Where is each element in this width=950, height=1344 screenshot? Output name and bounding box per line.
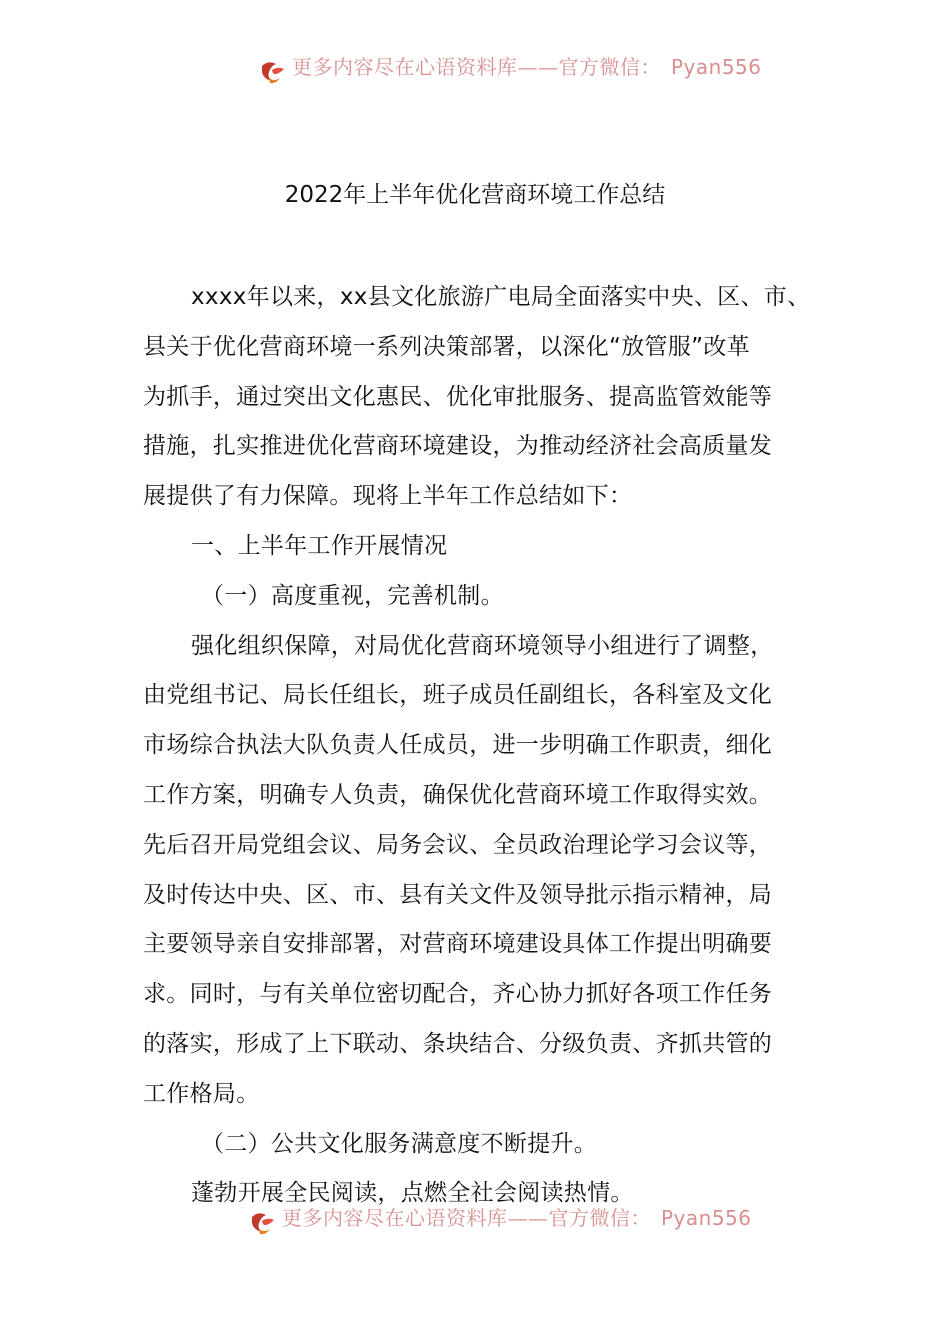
paragraph-line: 由党组书记、局长任组长，班子成员任副组长，各科室及文化 <box>143 682 773 709</box>
watermark-logo-icon <box>258 56 288 86</box>
document-body <box>143 277 818 1223</box>
paragraph-line: 的落实，形成了上下联动、条块结合、分级负责、齐抓共管的 <box>143 1030 773 1057</box>
paragraph-line: 蓬勃开展全民阅读，点燃全社会阅读热情。 <box>191 1180 634 1207</box>
footer-watermark <box>0 1207 950 1237</box>
paragraph-line: xxxx年以来，xx县文化旅游广电局全面落实中央、区、市、 <box>191 284 811 310</box>
paragraph-line: 工作方案，明确专人负责，确保优化营商环境工作取得实效。 <box>143 781 773 808</box>
subsection-heading: （二）公共文化服务满意度不断提升。 <box>201 1130 598 1157</box>
watermark-logo-icon <box>248 1207 278 1237</box>
paragraph-line: 主要领导亲自安排部署，对营商环境建设具体工作提出明确要 <box>143 931 773 958</box>
paragraph-line: 措施，扎实推进优化营商环境建设，为推动经济社会高质量发 <box>143 433 773 460</box>
paragraph-line: 展提供了有力保障。现将上半年工作总结如下： <box>143 483 633 510</box>
paragraph-line: 强化组织保障，对局优化营商环境领导小组进行了调整， <box>191 632 774 659</box>
watermark-text: 更多内容尽在心语资料库——官方微信： Pyan556 <box>292 56 762 79</box>
paragraph-line: 先后召开局党组会议、局务会议、全员政治理论学习会议等， <box>143 831 773 858</box>
subsection-heading: （一）高度重视，完善机制。 <box>201 582 504 609</box>
header-watermark <box>0 56 950 86</box>
paragraph-line: 及时传达中央、区、市、县有关文件及领导批示指示精神，局 <box>143 881 773 908</box>
paragraph-line: 求。同时，与有关单位密切配合，齐心协力抓好各项工作任务 <box>143 981 773 1008</box>
document-title: 2022年上半年优化营商环境工作总结 <box>284 182 666 208</box>
paragraph-line: 工作格局。 <box>143 1080 260 1107</box>
section-heading: 一、上半年工作开展情况 <box>191 532 448 559</box>
paragraph-line: 为抓手，通过突出文化惠民、优化审批服务、提高监管效能等 <box>143 383 773 410</box>
paragraph-line: 市场综合执法大队负责人任成员，进一步明确工作职责，细化 <box>143 732 773 759</box>
watermark-text: 更多内容尽在心语资料库——官方微信： Pyan556 <box>282 1207 752 1230</box>
paragraph-line: 县关于优化营商环境一系列决策部署，以深化“放管服”改革 <box>143 333 750 360</box>
